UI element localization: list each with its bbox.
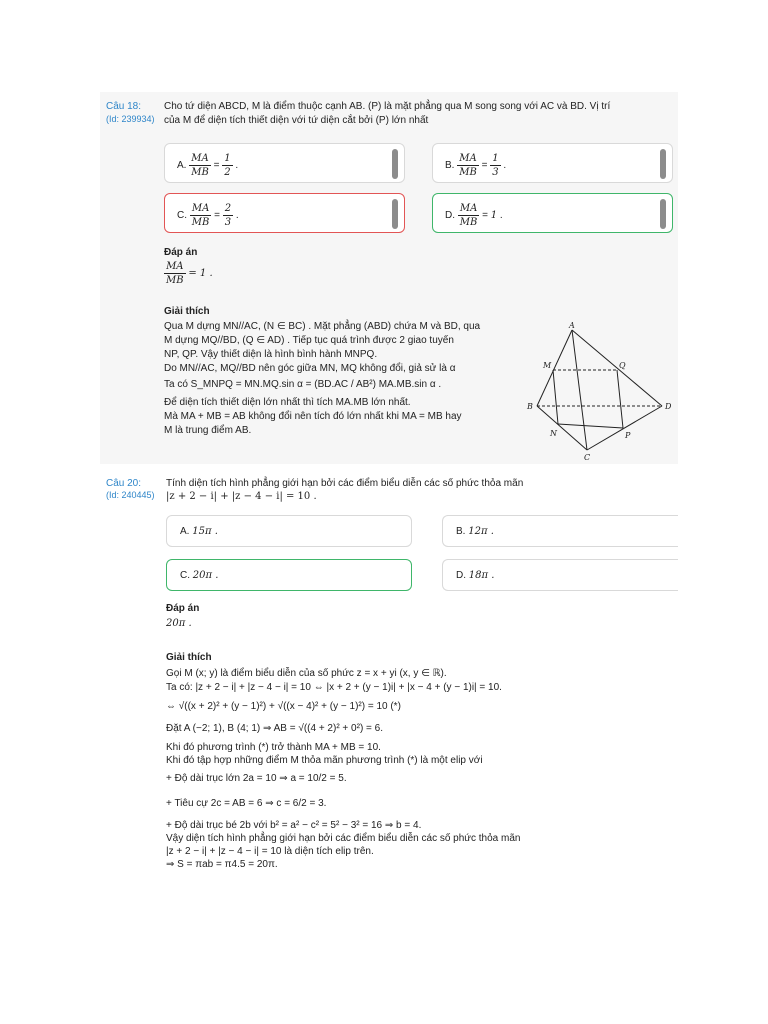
explain-line: Đặt A (−2; 1), B (4; 1) ⇒ AB = √((4 + 2)² + 0²) = 6.: [166, 723, 384, 734]
explain-heading: Giải thích: [164, 306, 210, 317]
explain-line: M dựng MQ//BD, (Q ∈ AD) . Tiếp tục quá trình được 2 giao tuyến: [164, 335, 454, 346]
option-label: B.: [445, 160, 455, 172]
option-label: A.: [177, 160, 187, 172]
answer-value: $\frac{MA}{MB}$ = 1 .: [166, 261, 213, 286]
question-id: (Id: 240445): [106, 490, 155, 500]
option-a[interactable]: A. $\frac{MA}{MB}$ = $\frac{1}{2}$ .: [164, 143, 405, 183]
fraction: $\frac{MA}{MB}$: [459, 153, 477, 178]
explain-line: ⇔ √((x + 2)² + (y − 1)²) + √((x − 4)² + (y − 1)²) = 10 (*): [166, 701, 401, 712]
question-text: Tính diện tích hình phẳng giới hạn bởi các điểm biểu diễn các số phức thỏa mãn: [166, 478, 524, 489]
explain-line: Vậy diện tích hình phẳng giới hạn bởi các điểm biểu diễn các số phức thỏa mãn: [166, 833, 521, 844]
explain-line: ⇒ S = πab = π4.5 = 20π.: [166, 859, 278, 870]
option-d[interactable]: D. $\frac{MA}{MB}$ = 1 .: [432, 193, 673, 233]
scrollbar[interactable]: [392, 149, 398, 179]
point-q-label: Q: [619, 361, 626, 370]
fraction: $\frac{2}{3}$: [224, 203, 232, 228]
fraction: $\frac{MA}{MB}$: [191, 153, 209, 178]
scrollbar[interactable]: [660, 199, 666, 229]
question-id: (Id: 239934): [106, 114, 155, 124]
fraction: $\frac{MA}{MB}$: [459, 203, 478, 228]
option-c[interactable]: C. $\frac{MA}{MB}$ = $\frac{2}{3}$ .: [164, 193, 405, 233]
explain-line: M là trung điểm AB.: [164, 425, 252, 436]
fraction: $\frac{1}{2}$: [224, 153, 231, 178]
question-number: Câu 18:: [106, 101, 142, 112]
explain-line: Để diện tích thiết diện lớn nhất thì tích MA.MB lớn nhất.: [164, 397, 411, 408]
explain-line: Ta có: |z + 2 − i| + |z − 4 − i| = 10 ⇔ |x + 2 + (y − 1)i| + |x − 4 + (y − 1)i| = 10.: [166, 682, 502, 693]
explain-line: Mà MA + MB = AB không đổi nên tích đó lớn nhất khi MA = MB hay: [164, 411, 462, 422]
point-m-label: M: [543, 361, 552, 370]
option-label: D.: [445, 210, 455, 222]
question-number: Câu 20:: [106, 478, 142, 489]
scrollbar[interactable]: [392, 199, 398, 229]
explain-line: + Tiêu cự 2c = AB = 6 ⇒ c = 6/2 = 3.: [166, 798, 327, 809]
explain-heading: Giải thích: [166, 652, 212, 663]
point-n-label: N: [550, 429, 557, 438]
option-c[interactable]: C. 20π .: [166, 559, 412, 591]
explain-line: + Độ dài trục bé 2b với b² = a² − c² = 5² − 3² = 16 ⇒ b = 4.: [166, 820, 422, 831]
explain-line: Do MN//AC, MQ//BD nên góc giữa MN, MQ không đổi, giả sử là α: [164, 363, 456, 374]
explain-line: Qua M dựng MN//AC, (N ∈ BC) . Mặt phẳng (ABD) chứa M và BD, qua: [164, 321, 481, 332]
explain-line: + Độ dài trục lớn 2a = 10 ⇒ a = 10/2 = 5.: [166, 773, 347, 784]
option-b[interactable]: B. $\frac{MA}{MB}$ = $\frac{1}{3}$ .: [432, 143, 673, 183]
tetrahedron-figure: [525, 320, 675, 460]
point-c-label: C: [584, 453, 591, 460]
point-d-label: D: [665, 402, 672, 411]
scrollbar[interactable]: [660, 149, 666, 179]
explain-line: Ta có S_MNPQ = MN.MQ.sin α = (BD.AC / AB²) MA.MB.sin α .: [164, 379, 442, 390]
explain-line: NP, QP. Vậy thiết diện là hình bình hành MNPQ.: [164, 349, 378, 360]
option-label: C.: [177, 210, 187, 222]
explain-line: |z + 2 − i| + |z − 4 − i| = 10 là diện tích elip trên.: [166, 846, 374, 857]
option-a[interactable]: A. 15π .: [166, 515, 412, 547]
explain-line: Khi đó phương trình (*) trở thành MA + MB = 10.: [166, 742, 381, 753]
point-b-label: B: [527, 402, 533, 411]
answer-value: 20π .: [166, 618, 192, 629]
option-b[interactable]: B. 12π .: [442, 515, 678, 547]
answer-heading: Đáp án: [166, 603, 200, 614]
fraction: $\frac{1}{3}$: [492, 153, 499, 178]
point-a-label: A: [569, 321, 575, 330]
option-d[interactable]: D. 18π .: [442, 559, 678, 591]
answer-heading: Đáp án: [164, 247, 198, 258]
explain-line: Khi đó tập hợp những điểm M thỏa mãn phương trình (*) là một elip với: [166, 755, 483, 766]
explain-line: Gọi M (x; y) là điểm biểu diễn của số phức z = x + yi (x, y ∈ ℝ).: [166, 668, 447, 679]
point-p-label: P: [625, 431, 631, 440]
question-text: của M để diện tích thiết diện với tứ diện cắt bởi (P) lớn nhất: [164, 115, 429, 126]
question-text: |z + 2 − i| + |z − 4 − i| = 10 .: [166, 491, 317, 502]
fraction: $\frac{MA}{MB}$: [191, 203, 210, 228]
question-text: Cho tứ diện ABCD, M là điểm thuộc cạnh AB. (P) là mặt phẳng qua M song song với AC và BD. Vị trí: [164, 101, 611, 112]
